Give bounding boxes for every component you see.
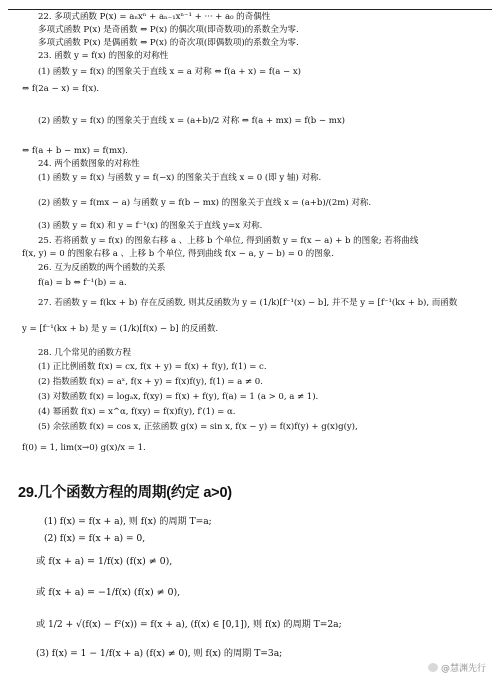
item-23-title: 23. 函数 y = f(x) 的图象的对称性 (38, 51, 169, 61)
item-24-3: (3) 函数 y = f(x) 和 y = f⁻¹(x) 的图象关于直线 y=x 对称. (38, 221, 263, 231)
item-29-2-alt1: 或 f(x + a) = 1/f(x) (f(x) ≠ 0), (36, 556, 173, 567)
item-24-1: (1) 函数 y = f(x) 与函数 y = f(−x) 的图象关于直线 x = 0 (即 y 轴) 对称. (38, 173, 322, 183)
item-25-line2: f(x, y) = 0 的图象右移 a 、上移 b 个单位, 得到曲线 f(x − a, y − b) = 0 的图象. (22, 249, 334, 259)
item-22-odd: 多项式函数 P(x) 是奇函数 ⇔ P(x) 的偶次项(即奇数项)的系数全为零. (38, 25, 299, 35)
item-24-title: 24. 两个函数图象的对称性 (38, 159, 140, 169)
item-24-2: (2) 函数 y = f(mx − a) 与函数 y = f(b − mx) 的图象关于直线 x = (a+b)/(2m) 对称. (38, 198, 372, 208)
item-28-5: (5) 余弦函数 f(x) = cos x, 正弦函数 g(x) = sin x, f(x − y) = f(x)f(y) + g(x)g(y), (38, 422, 358, 432)
item-23-1-cont: ⇔ f(2a − x) = f(x). (22, 84, 100, 94)
item-29-2: (2) f(x) = f(x + a) = 0, (44, 533, 146, 544)
item-28-5-cont: f(0) = 1, lim(x→0) g(x)/x = 1. (22, 443, 146, 453)
item-27-line1: 27. 若函数 y = f(kx + b) 存在反函数, 则其反函数为 y = (1/k)[f⁻¹(x) − b], 并不是 y = [f⁻¹(kx + b), 而函数 (38, 298, 458, 308)
item-28-4: (4) 幂函数 f(x) = x^α, f(xy) = f(x)f(y), f′(1) = α. (38, 407, 236, 417)
weibo-logo-icon (428, 663, 438, 672)
top-rule (8, 9, 492, 10)
item-29-3: (3) f(x) = 1 − 1/f(x + a) (f(x) ≠ 0), 则 f(x) 的周期 T=3a; (36, 648, 283, 659)
item-28-title: 28. 几个常见的函数方程 (38, 348, 132, 358)
item-23-2: (2) 函数 y = f(x) 的图象关于直线 x = (a+b)/2 对称 ⇔ f(a + mx) = f(b − mx) (38, 116, 345, 126)
watermark-text: @慧渊先行 (440, 664, 486, 674)
item-25-line1: 25. 若将函数 y = f(x) 的图象右移 a 、上移 b 个单位, 得到函数 y = f(x − a) + b 的图象; 若将曲线 (38, 236, 419, 246)
item-22-even: 多项式函数 P(x) 是偶函数 ⇔ P(x) 的奇次项(即偶数项)的系数全为零. (38, 38, 299, 48)
item-28-1: (1) 正比例函数 f(x) = cx, f(x + y) = f(x) + f(y), f(1) = c. (38, 362, 267, 372)
watermark (428, 661, 486, 674)
item-28-3: (3) 对数函数 f(x) = logₐx, f(xy) = f(x) + f(y), f(a) = 1 (a > 0, a ≠ 1). (38, 392, 319, 402)
item-23-2-cont: ⇔ f(a + b − mx) = f(mx). (22, 146, 128, 156)
item-29-2-alt2: 或 f(x + a) = −1/f(x) (f(x) ≠ 0), (36, 587, 181, 598)
item-23-1: (1) 函数 y = f(x) 的图象关于直线 x = a 对称 ⇔ f(a + x) = f(a − x) (38, 67, 301, 77)
item-22-title: 22. 多项式函数 P(x) = aₙxⁿ + aₙ₋₁xⁿ⁻¹ + ··· + a₀ 的奇偶性 (38, 12, 271, 22)
item-27-line2: y = [f⁻¹(kx + b) 是 y = (1/k)[f(x) − b] 的反函数. (22, 324, 219, 334)
item-29-2-alt3: 或 1/2 + √(f(x) − f²(x)) = f(x + a), (f(x) ∈ [0,1]), 则 f(x) 的周期 T=2a; (36, 619, 342, 630)
item-28-2: (2) 指数函数 f(x) = aˣ, f(x + y) = f(x)f(y), f(1) = a ≠ 0. (38, 377, 263, 387)
item-29-1: (1) f(x) = f(x + a), 则 f(x) 的周期 T=a; (44, 516, 212, 527)
item-26-formula: f(a) = b ⇔ f⁻¹(b) = a. (38, 278, 127, 288)
section-29-heading: 29.几个函数方程的周期(约定 a>0) (18, 485, 232, 501)
item-26-title: 26. 互为反函数的两个函数的关系 (38, 263, 166, 273)
